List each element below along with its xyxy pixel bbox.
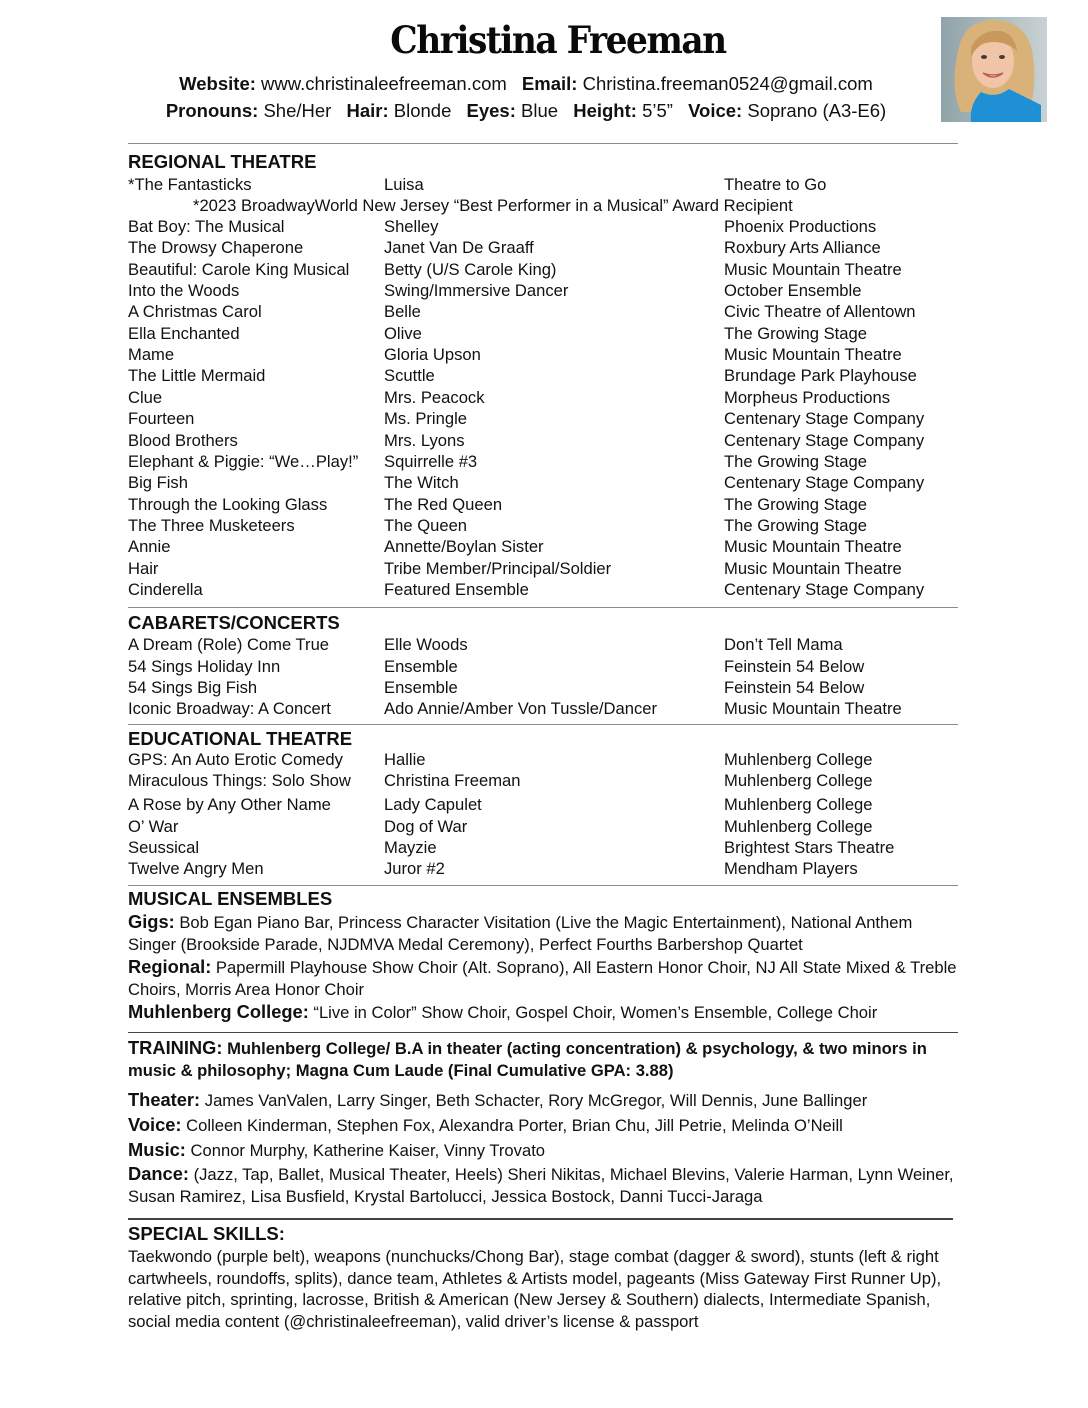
credit-row [0, 838, 1088, 859]
role: Swing/Immersive Dancer [384, 281, 569, 301]
company: Morpheus Productions [724, 387, 891, 407]
show-title: Through the Looking Glass [128, 494, 328, 514]
credit-row [0, 635, 1088, 656]
company: The Growing Stage [724, 494, 867, 514]
section-title-cabarets: CABARETS/CONCERTS [128, 612, 340, 633]
section-divider [128, 1218, 953, 1220]
show-title: A Christmas Carol [128, 302, 262, 322]
company: Brundage Park Playhouse [724, 366, 917, 386]
header-divider [128, 143, 958, 144]
email-link[interactable]: Christina.freeman0524@gmail.com [582, 73, 873, 94]
show-title: Blood Brothers [128, 430, 238, 450]
role: Ensemble [384, 657, 458, 676]
company: Muhlenberg College [724, 750, 873, 769]
training-item [128, 1088, 958, 1113]
role: Tribe Member/Principal/Soldier [384, 558, 612, 578]
company: Centenary Stage Company [724, 579, 925, 599]
company: Music Mountain Theatre [724, 537, 902, 557]
credit-row [0, 537, 1088, 558]
company: Music Mountain Theatre [724, 259, 902, 279]
voice-value: Soprano (A3-E6) [747, 100, 887, 121]
company: Muhlenberg College [724, 795, 873, 814]
company: Music Mountain Theatre [724, 699, 902, 718]
training-label: Dance: [128, 1163, 189, 1184]
credit-row [0, 750, 1088, 771]
credit-row [0, 431, 1088, 452]
credit-row [0, 559, 1088, 580]
role: Hallie [384, 750, 426, 769]
company: Feinstein 54 Below [724, 678, 865, 697]
company: Phoenix Productions [724, 217, 877, 236]
role: Ensemble [384, 678, 458, 697]
show-title: Hair [128, 558, 159, 578]
hair-label: Hair: [346, 100, 389, 121]
company: October Ensemble [724, 281, 862, 301]
show-title: The Little Mermaid [128, 366, 266, 386]
show-title: A Dream (Role) Come True [128, 635, 330, 654]
ensemble-text: Bob Egan Piano Bar, Princess Character Visitation (Live the Magic Entertainment), National Anthem Singer (Brookside Parade, NJDMVA Medal Ceremony), Perfect Fourths Barbershop Quartet [128, 913, 913, 954]
role: Shelley [384, 217, 439, 236]
section-divider [128, 1032, 958, 1033]
pronouns-value: She/Her [263, 100, 332, 121]
training-summary [128, 1037, 928, 1082]
company: Muhlenberg College [724, 817, 873, 836]
section-title-regional: REGIONAL THEATRE [128, 151, 317, 172]
role: Ado Annie/Amber Von Tussle/Dancer [384, 699, 658, 718]
role: Annette/Boylan Sister [384, 537, 544, 557]
training-item [128, 1138, 958, 1163]
company: Muhlenberg College [724, 771, 873, 790]
show-title: Iconic Broadway: A Concert [128, 699, 331, 718]
company: Theatre to Go [724, 175, 827, 194]
credit-row [0, 302, 1088, 323]
credit-row [0, 859, 1088, 880]
role: Mayzie [384, 838, 437, 857]
company: Music Mountain Theatre [724, 558, 902, 578]
role: Ms. Pringle [384, 409, 467, 429]
ensemble-label: Regional: [128, 956, 212, 977]
training-text: James VanValen, Larry Singer, Beth Schacter, Rory McGregor, Will Dennis, June Ballinger [204, 1091, 868, 1110]
company: Feinstein 54 Below [724, 657, 865, 676]
show-title: A Rose by Any Other Name [128, 795, 331, 814]
show-title: Big Fish [128, 473, 188, 493]
credit-row [0, 175, 1088, 196]
show-title: GPS: An Auto Erotic Comedy [128, 750, 343, 769]
company: The Growing Stage [724, 515, 867, 535]
show-title: Cinderella [128, 579, 203, 599]
role: Lady Capulet [384, 795, 482, 814]
show-title: Bat Boy: The Musical [128, 217, 285, 236]
training-text: Colleen Kinderman, Stephen Fox, Alexandra Porter, Brian Chu, Jill Petrie, Melinda O’Neill [186, 1116, 843, 1135]
company: Centenary Stage Company [724, 430, 925, 450]
training-item [128, 1113, 958, 1138]
show-title: Clue [128, 387, 163, 407]
company: Centenary Stage Company [724, 473, 925, 493]
credit-row [0, 795, 1088, 816]
training-text: Connor Murphy, Katherine Kaiser, Vinny Trovato [190, 1141, 546, 1160]
credit-row [0, 473, 1088, 494]
training-item [128, 1163, 958, 1208]
show-title: Ella Enchanted [128, 323, 240, 343]
credit-row [0, 217, 1088, 238]
hair-value: Blonde [393, 100, 452, 121]
eyes-value: Blue [521, 100, 559, 121]
ensemble-item [128, 911, 958, 956]
training-degree: Muhlenberg College/ B.A in theater (acting concentration) & psychology, & two minors in music & philosophy; Magna Cum Laude (Final Cumulative GPA: 3.88) [128, 1039, 927, 1080]
company: The Growing Stage [724, 323, 867, 343]
credit-row [0, 452, 1088, 473]
stats-line [0, 100, 1052, 122]
role: Gloria Upson [384, 345, 481, 365]
section-title-skills: SPECIAL SKILLS: [128, 1223, 285, 1244]
company: The Growing Stage [724, 451, 867, 471]
role: Squirrelle #3 [384, 451, 478, 471]
show-title: Seussical [128, 838, 200, 857]
show-title: 54 Sings Holiday Inn [128, 657, 281, 676]
ensemble-label: Muhlenberg College: [128, 1001, 309, 1022]
show-title: Miraculous Things: Solo Show [128, 771, 351, 790]
award-note: *2023 BroadwayWorld New Jersey “Best Performer in a Musical” Award Recipient [193, 196, 793, 215]
credit-row [0, 817, 1088, 838]
special-skills-text: Taekwondo (purple belt), weapons (nunchucks/Chong Bar), stage combat (dagger & sword), stunts (left & right cartwheels, roundoffs, splits), dance team, Athletes & Artists model, pageants (Miss Gateway First Runner Up), relative pitch, sprinting, lacrosse, British & American (New Jersey & Southern) dialects, Intermediate Spanish, social media content (@christinaleefreeman), valid driver’s license & passport [128, 1247, 942, 1331]
role: Featured Ensemble [384, 579, 529, 599]
company: Centenary Stage Company [724, 409, 925, 429]
height-label: Height: [573, 100, 637, 121]
website-link[interactable]: www.christinaleefreeman.com [261, 73, 507, 94]
credit-row [0, 324, 1088, 345]
contact-line [0, 73, 1052, 95]
company: Music Mountain Theatre [724, 345, 902, 365]
role: Janet Van De Graaff [384, 238, 534, 258]
section-divider [128, 885, 958, 886]
show-title: Mame [128, 345, 175, 365]
credit-row [0, 238, 1088, 259]
credit-row [0, 345, 1088, 366]
credit-row [0, 281, 1088, 302]
role: Dog of War [384, 817, 468, 836]
company: Civic Theatre of Allentown [724, 302, 916, 322]
show-title: The Drowsy Chaperone [128, 238, 304, 258]
company: Don’t Tell Mama [724, 635, 843, 654]
show-title: Annie [128, 537, 171, 557]
role: The Witch [384, 473, 459, 493]
headshot-photo [941, 17, 1047, 122]
role: Christina Freeman [384, 771, 521, 790]
credit-row [0, 516, 1088, 537]
section-title-training: TRAINING: [128, 1037, 223, 1058]
credit-row [0, 699, 1088, 720]
company: Mendham Players [724, 859, 858, 878]
show-title: *The Fantasticks [128, 175, 252, 194]
ensemble-text: “Live in Color” Show Choir, Gospel Choir, Women’s Ensemble, College Choir [313, 1003, 878, 1022]
credit-row [0, 409, 1088, 430]
website-label: Website: [179, 73, 256, 94]
company: Brightest Stars Theatre [724, 838, 895, 857]
section-title-educational: EDUCATIONAL THEATRE [128, 728, 353, 749]
company: Roxbury Arts Alliance [724, 238, 881, 258]
training-label: Music: [128, 1139, 186, 1160]
role: Elle Woods [384, 635, 468, 654]
show-title: 54 Sings Big Fish [128, 678, 258, 697]
show-title: O’ War [128, 817, 179, 836]
eyes-label: Eyes: [466, 100, 516, 121]
credit-row [0, 678, 1088, 699]
credit-row [0, 580, 1088, 601]
resume-name: Christina Freeman [390, 18, 726, 62]
role: The Queen [384, 515, 468, 535]
ensemble-item [128, 1001, 958, 1024]
email-label: Email: [521, 73, 578, 94]
show-title: Beautiful: Carole King Musical [128, 259, 350, 279]
role: Mrs. Peacock [384, 387, 485, 407]
role: Olive [384, 323, 422, 343]
training-label: Theater: [128, 1089, 201, 1110]
pronouns-label: Pronouns: [165, 100, 259, 121]
training-list [128, 1088, 958, 1208]
role: Mrs. Lyons [384, 430, 465, 450]
training-label: Voice: [128, 1114, 182, 1135]
show-title: Twelve Angry Men [128, 859, 264, 878]
section-divider [128, 724, 958, 725]
voice-label: Voice: [688, 100, 743, 121]
role: Luisa [384, 175, 424, 194]
height-value: 5’5” [642, 100, 673, 121]
role: The Red Queen [384, 494, 503, 514]
show-title: Elephant & Piggie: “We…Play!” [128, 451, 359, 471]
role: Juror #2 [384, 859, 445, 878]
role: Belle [384, 302, 421, 322]
credit-row [0, 495, 1088, 516]
role: Scuttle [384, 366, 435, 386]
show-title: Fourteen [128, 409, 195, 429]
credit-row [0, 388, 1088, 409]
section-divider [128, 607, 958, 608]
ensemble-label: Gigs: [128, 911, 175, 932]
credit-row [0, 657, 1088, 678]
training-text: (Jazz, Tap, Ballet, Musical Theater, Heels) Sheri Nikitas, Michael Blevins, Valerie Harman, Lynn Weiner, Susan Ramirez, Lisa Busfield, Krystal Bartolucci, Jessica Bostock, Danni Tucci-Jaraga [128, 1165, 954, 1206]
credit-row [0, 771, 1088, 792]
credit-row [0, 366, 1088, 387]
show-title: Into the Woods [128, 281, 240, 301]
ensemble-text: Papermill Playhouse Show Choir (Alt. Soprano), All Eastern Honor Choir, NJ All State Mixed & Treble Choirs, Morris Area Honor Choir [128, 958, 957, 999]
role: Betty (U/S Carole King) [384, 259, 557, 279]
section-title-ensembles: MUSICAL ENSEMBLES [128, 888, 333, 909]
ensembles-list [128, 911, 958, 1024]
credit-row [0, 260, 1088, 281]
ensemble-item [128, 956, 958, 1001]
show-title: The Three Musketeers [128, 515, 295, 535]
